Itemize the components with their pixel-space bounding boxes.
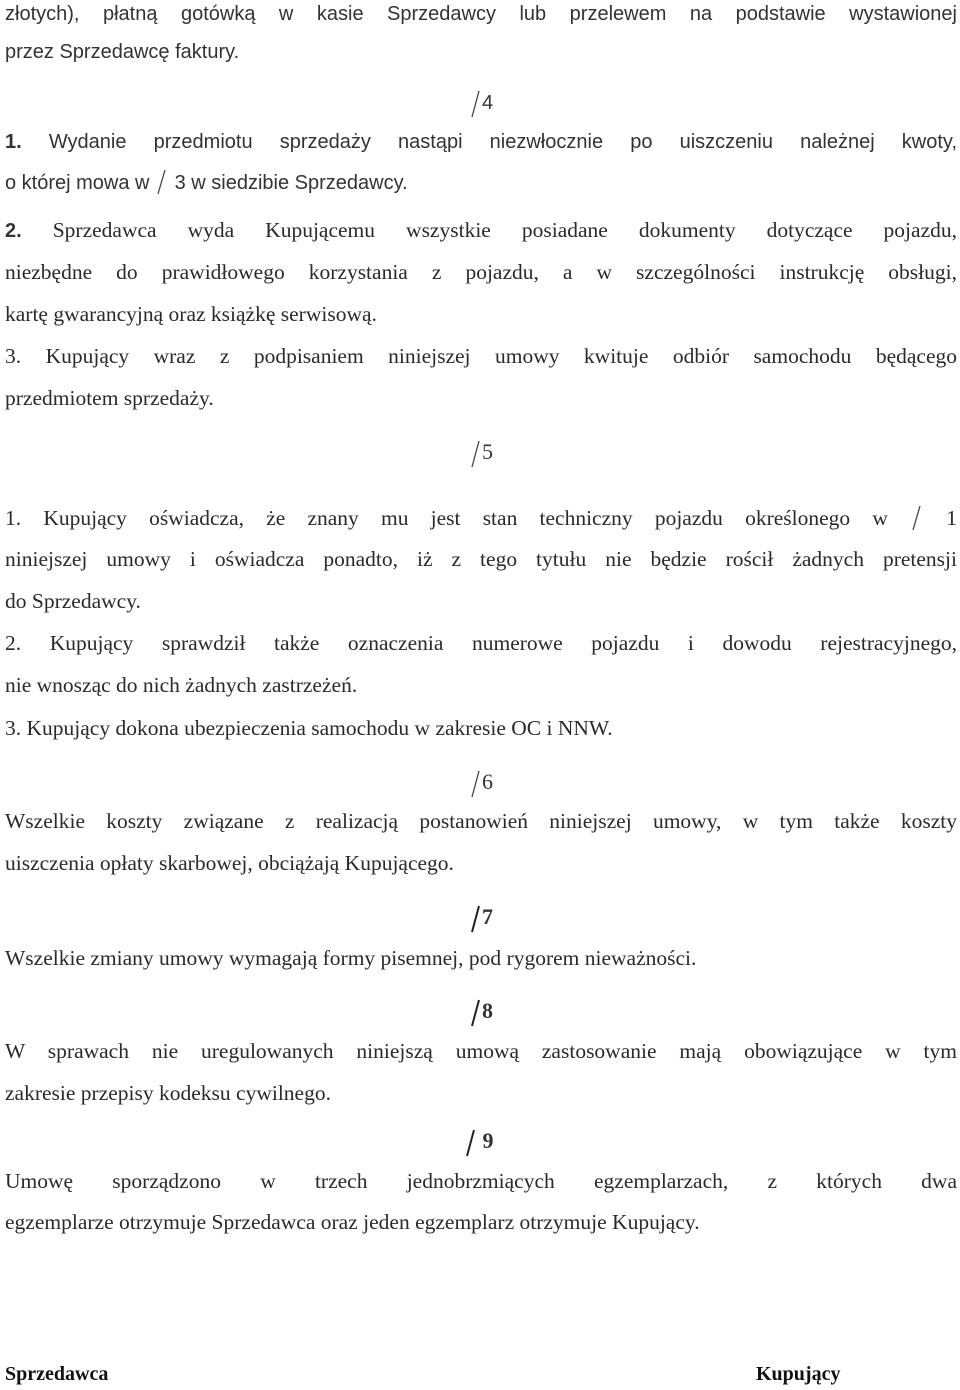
s8-line2: zakresie przepisy kodeksu cywilnego.	[5, 1081, 331, 1105]
section-6-number: 6	[482, 769, 493, 794]
s6-line2: uiszczenia opłaty skarbowej, obciążają Kupującego.	[5, 851, 454, 875]
s5-p2-line2: nie wnosząc do nich żadnych zastrzeżeń.	[5, 673, 358, 697]
s5-p1-line1: 1. Kupujący oświadcza, że znany mu jest stan techniczny pojazdu określonego w 1	[5, 506, 958, 530]
section-5-heading	[470, 438, 493, 469]
seller-signature-label: Sprzedawca	[5, 1363, 109, 1385]
s5-p1-line3: do Sprzedawcy.	[5, 589, 141, 613]
s7-line1: Wszelkie zmiany umowy wymagają formy pisemnej, pod rygorem nieważności.	[5, 946, 697, 970]
section-9-heading	[465, 1127, 494, 1158]
s4-p2-line2: niezbędne do prawidłowego korzystania z pojazdu, a w szczególności instrukcję obsługi,	[5, 260, 957, 284]
section-8-heading	[470, 997, 493, 1028]
s4-p2-line3: kartę gwarancyjną oraz książkę serwisową.	[5, 302, 377, 326]
section-sign-icon	[910, 505, 924, 531]
s9-line1: Umowę sporządzono w trzech jednobrzmiących egzemplarzach, z których dwa	[5, 1169, 957, 1193]
section-sign-icon	[465, 1128, 477, 1158]
section-4-heading	[470, 88, 493, 119]
s8-line1: W sprawach nie uregulowanych niniejszą umową zastosowanie mają obowiązujące w tym	[5, 1039, 957, 1063]
section-sign-icon	[470, 89, 482, 119]
section-4-number: 4	[482, 92, 494, 114]
section-8-number: 8	[482, 998, 493, 1023]
s6-line1: Wszelkie koszty związane z realizacją postanowień niniejszej umowy, w tym także koszty	[5, 809, 957, 833]
section-sign-icon	[470, 904, 482, 934]
s5-p1-line2: niniejszej umowy i oświadcza ponadto, iż z tego tytułu nie będzie rościł żadnych pretensji	[5, 547, 957, 571]
section-sign-icon	[470, 769, 482, 799]
section-7-heading	[470, 903, 493, 934]
section-sign-icon	[470, 998, 482, 1028]
buyer-signature-label: Kupujący	[756, 1363, 841, 1385]
s4-p2-line1: 2. Sprzedawca wyda Kupującemu wszystkie posiadane dokumenty dotyczące pojazdu,	[5, 218, 957, 242]
s4-p1-line2: o której mowa w 3 w siedzibie Sprzedawcy.	[5, 169, 957, 197]
s9-line2: egzemplarze otrzymuje Sprzedawca oraz jeden egzemplarz otrzymuje Kupujący.	[5, 1210, 700, 1234]
section-5-number: 5	[482, 439, 493, 464]
s4-p3-line1: 3. Kupujący wraz z podpisaniem niniejszej umowy kwituje odbiór samochodu będącego	[5, 344, 957, 368]
top-line-2: przez Sprzedawcę faktury.	[5, 41, 240, 63]
section-sign-icon	[470, 439, 482, 469]
section-sign-icon	[155, 169, 169, 195]
section-6-heading	[470, 768, 493, 799]
section-9-number: 9	[482, 1128, 494, 1153]
section-7-number: 7	[482, 904, 493, 929]
s5-p3-line1: 3. Kupujący dokona ubezpieczenia samochodu w zakresie OC i NNW.	[5, 716, 613, 740]
s4-p3-line2: przedmiotem sprzedaży.	[5, 386, 214, 410]
top-line-1: złotych), płatną gotówką w kasie Sprzedawcy lub przelewem na podstawie wystawionej	[5, 3, 957, 25]
s4-p1-line1: 1. Wydanie przedmiotu sprzedaży nastąpi niezwłocznie po uiszczeniu należnej kwoty,	[5, 131, 957, 153]
s5-p2-line1: 2. Kupujący sprawdził także oznaczenia numerowe pojazdu i dowodu rejestracyjnego,	[5, 631, 957, 655]
